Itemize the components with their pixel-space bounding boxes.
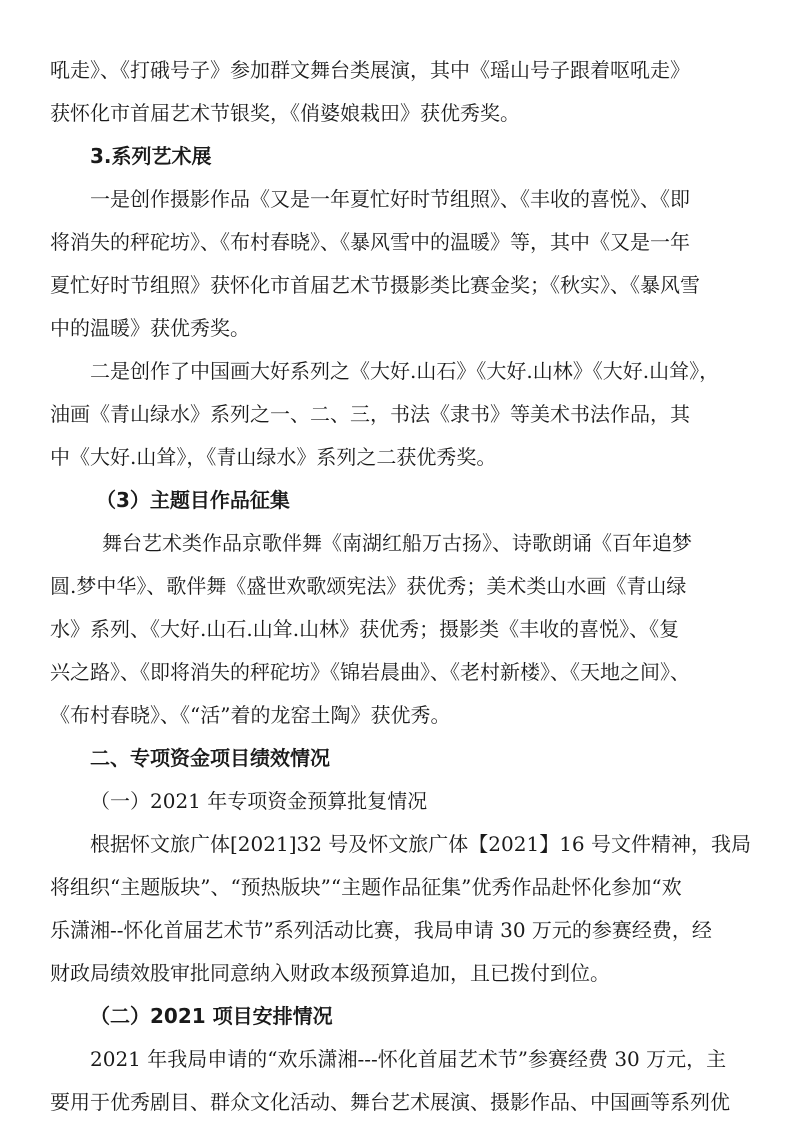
body-text-line: 二是创作了中国画大好系列之《大好.山石》《大好.山林》《大好.山耸》， <box>90 359 720 383</box>
body-text-line: 兴之路》、《即将消失的秤砣坊》《锦岩晨曲》、《老村新楼》、《天地之间》、 <box>50 660 690 684</box>
body-text-line: 一是创作摄影作品《又是一年夏忙好时节组照》、《丰收的喜悦》、《即 <box>90 187 690 211</box>
subsection-heading: （二）2021 项目安排情况 <box>90 1004 333 1028</box>
body-text-line: 舞台艺术类作品京歌伴舞《南湖红船万古扬》、诗歌朗诵《百年追梦 <box>102 531 692 555</box>
body-text-line: 2021 年我局申请的“欢乐潇湘---怀化首届艺术节”参赛经费 30 万元，主 <box>90 1047 727 1071</box>
body-text-line: 根据怀文旅广体[2021]32 号及怀文旅广体【2021】16 号文件精神，我局 <box>90 832 752 856</box>
section-heading: （3）主题目作品征集 <box>96 488 290 512</box>
body-text-line: 油画《青山绿水》系列之一、二、三，书法《隶书》等美术书法作品，其 <box>50 402 690 426</box>
subsection-heading: （一）2021 年专项资金预算批复情况 <box>90 789 428 813</box>
body-text-line: 夏忙好时节组照》获怀化市首届艺术节摄影类比赛金奖；《秋实》、《暴风雪 <box>50 273 700 297</box>
body-text-line: 圆.梦中华》、歌伴舞《盛世欢歌颂宪法》获优秀；美术类山水画《青山绿 <box>50 574 687 598</box>
body-text-line: 将消失的秤砣坊》、《布村春晓》、《暴风雪中的温暖》等，其中《又是一年 <box>50 230 690 254</box>
body-text-line: 中的温暖》获优秀奖。 <box>50 316 250 340</box>
body-text-line: 水》系列、《大好.山石.山耸.山林》获优秀；摄影类《丰收的喜悦》、《复 <box>50 617 680 641</box>
body-text-line: 吼走》、《打硪号子》参加群文舞台类展演，其中《瑶山号子跟着呕吼走》 <box>50 58 690 82</box>
body-text-line: 中《大好.山耸》，《青山绿水》系列之二获优秀奖。 <box>50 445 497 469</box>
body-text-line: 将组织“主题版块”、“预热版块”“主题作品征集”优秀作品赴怀化参加“欢 <box>50 875 682 899</box>
body-text-line: 财政局绩效股审批同意纳入财政本级预算追加，且已拨付到位。 <box>50 961 610 985</box>
body-text-line: 要用于优秀剧目、群众文化活动、舞台艺术展演、摄影作品、中国画等系列优 <box>50 1090 730 1114</box>
section-heading: 二、专项资金项目绩效情况 <box>90 746 330 770</box>
body-text-line: 《布村春晓》、《“活”着的龙窑土陶》获优秀。 <box>50 703 451 727</box>
section-heading: 3.系列艺术展 <box>90 144 212 168</box>
body-text-line: 获怀化市首届艺术节银奖，《俏婆娘栽田》获优秀奖。 <box>50 101 520 125</box>
body-text-line: 乐潇湘--怀化首届艺术节”系列活动比赛，我局申请 30 万元的参赛经费，经 <box>50 918 712 942</box>
